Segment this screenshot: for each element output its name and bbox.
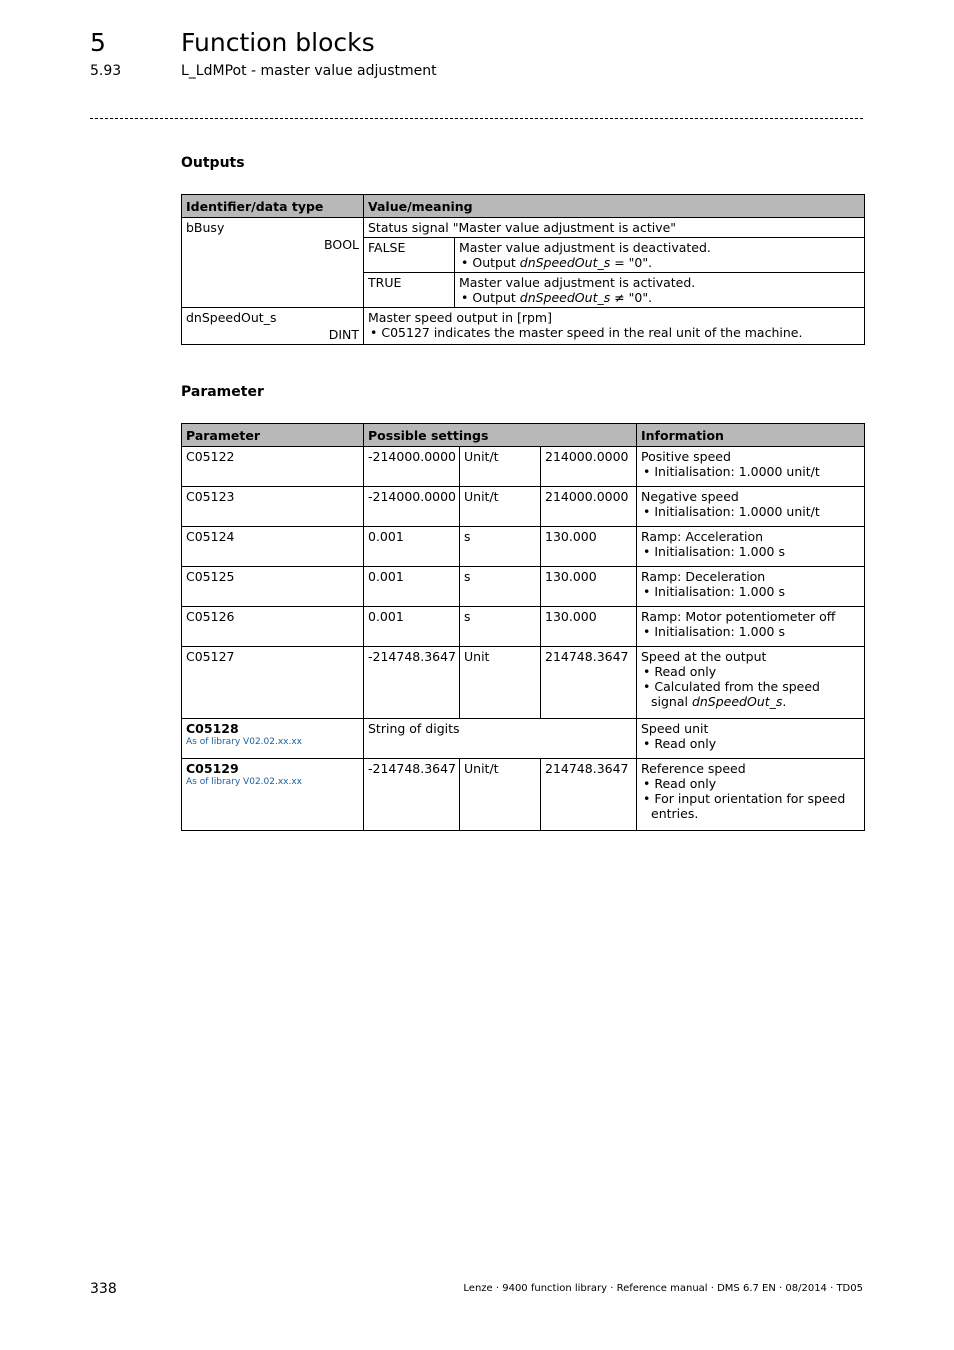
min-value: -214000.0000 xyxy=(364,447,460,487)
bullet-item: • Initialisation: 1.000 s xyxy=(641,584,860,599)
table-row xyxy=(182,447,865,487)
variable-name: dnSpeedOut_s xyxy=(691,694,783,709)
min-value: 0.001 xyxy=(364,527,460,567)
table-row xyxy=(182,759,865,831)
identifier-cell xyxy=(182,308,364,345)
max-value: 130.000 xyxy=(541,567,637,607)
table-row xyxy=(182,647,865,719)
information-cell xyxy=(637,607,865,647)
bullet-item: • Output dnSpeedOut_s = "0". xyxy=(459,255,860,270)
info-text: Ramp: Acceleration xyxy=(641,529,764,544)
bullet-item: • Initialisation: 1.0000 unit/t xyxy=(641,464,860,479)
bullet-item: • C05127 indicates the master speed in the real unit of the machine. xyxy=(368,325,860,340)
table-row xyxy=(182,487,865,527)
max-value: 214748.3647 xyxy=(541,647,637,719)
info-text: Speed at the output xyxy=(641,649,767,664)
parameter-code: C05126 xyxy=(182,607,364,647)
parameter-code-cell xyxy=(182,759,364,831)
info-text: Speed unit xyxy=(641,721,709,736)
outputs-heading: Outputs xyxy=(181,155,245,171)
parameter-code: C05128 xyxy=(186,721,239,736)
bullet-item: • Initialisation: 1.000 s xyxy=(641,544,860,559)
column-header: Parameter xyxy=(182,424,364,447)
meaning-text: Master value adjustment is activated. xyxy=(459,275,696,290)
column-header: Information xyxy=(637,424,865,447)
data-type: DINT xyxy=(328,327,359,342)
information-cell xyxy=(637,647,865,719)
information-cell xyxy=(637,447,865,487)
description-cell xyxy=(364,308,865,345)
bullet-item: • Read only xyxy=(641,736,860,751)
table-row xyxy=(182,527,865,567)
max-value: 130.000 xyxy=(541,527,637,567)
chapter-number: 5 xyxy=(90,28,106,57)
column-header: Identifier/data type xyxy=(182,195,364,218)
min-value: -214748.3647 xyxy=(364,759,460,831)
parameter-table xyxy=(181,423,865,831)
column-header: Possible settings xyxy=(364,424,637,447)
bullet-item: • Initialisation: 1.000 s xyxy=(641,624,860,639)
parameter-header-row xyxy=(182,424,865,447)
min-value: 0.001 xyxy=(364,567,460,607)
information-cell xyxy=(637,527,865,567)
unit: s xyxy=(460,567,541,607)
table-row xyxy=(182,719,865,759)
information-cell xyxy=(637,487,865,527)
table-row xyxy=(182,308,865,345)
header-divider xyxy=(90,118,863,119)
setting-text: String of digits xyxy=(364,719,637,759)
identifier-name: dnSpeedOut_s xyxy=(186,310,277,325)
max-value: 130.000 xyxy=(541,607,637,647)
footer-document-info: Lenze · 9400 function library · Reference manual · DMS 6.7 EN · 08/2014 · TD05 xyxy=(463,1283,863,1294)
info-text: Negative speed xyxy=(641,489,739,504)
info-text: Ramp: Deceleration xyxy=(641,569,766,584)
meaning-text: Master speed output in [rpm] xyxy=(368,310,552,325)
chapter-title: Function blocks xyxy=(181,28,375,57)
bullet-item: • Read only xyxy=(641,664,860,679)
variable-name: dnSpeedOut_s xyxy=(519,255,611,270)
bullet-item: • Read only xyxy=(641,776,860,791)
parameter-code-cell xyxy=(182,719,364,759)
information-cell xyxy=(637,759,865,831)
parameter-code: C05123 xyxy=(182,487,364,527)
section-title: L_LdMPot - master value adjustment xyxy=(181,63,437,79)
outputs-header-row xyxy=(182,195,865,218)
table-row xyxy=(182,607,865,647)
max-value: 214000.0000 xyxy=(541,447,637,487)
min-value: -214748.3647 xyxy=(364,647,460,719)
identifier-cell xyxy=(182,218,364,308)
page-number: 338 xyxy=(90,1281,117,1297)
value-label: FALSE xyxy=(364,238,455,273)
library-version-link[interactable]: As of library V02.02.xx.xx xyxy=(186,777,303,787)
column-header: Value/meaning xyxy=(364,195,865,218)
info-text: Positive speed xyxy=(641,449,731,464)
description-cell: Status signal "Master value adjustment is active" xyxy=(364,218,865,238)
parameter-heading: Parameter xyxy=(181,384,264,400)
section-number: 5.93 xyxy=(90,63,122,79)
bullet-item: • For input orientation for speed entries. xyxy=(641,791,860,821)
identifier-name: bBusy xyxy=(186,220,225,235)
min-value: 0.001 xyxy=(364,607,460,647)
unit: s xyxy=(460,607,541,647)
info-text: Ramp: Motor potentiometer off xyxy=(641,609,836,624)
information-cell xyxy=(637,567,865,607)
unit: Unit/t xyxy=(460,487,541,527)
unit: Unit xyxy=(460,647,541,719)
bullet-item: • Output dnSpeedOut_s ≠ "0". xyxy=(459,290,860,305)
bullet-item: • Calculated from the speed signal dnSpeedOut_s. xyxy=(641,679,860,709)
value-meaning xyxy=(455,273,865,308)
data-type: BOOL xyxy=(324,237,359,252)
value-label: TRUE xyxy=(364,273,455,308)
outputs-table xyxy=(181,194,865,345)
meaning-text: Master value adjustment is deactivated. xyxy=(459,240,711,255)
library-version-link[interactable]: As of library V02.02.xx.xx xyxy=(186,737,303,747)
parameter-code: C05129 xyxy=(186,761,239,776)
unit: Unit/t xyxy=(460,759,541,831)
value-meaning xyxy=(455,238,865,273)
max-value: 214000.0000 xyxy=(541,487,637,527)
parameter-code: C05122 xyxy=(182,447,364,487)
table-row xyxy=(182,218,865,238)
parameter-code: C05127 xyxy=(182,647,364,719)
variable-name: dnSpeedOut_s xyxy=(519,290,611,305)
information-cell xyxy=(637,719,865,759)
unit: Unit/t xyxy=(460,447,541,487)
table-row xyxy=(182,567,865,607)
max-value: 214748.3647 xyxy=(541,759,637,831)
bullet-item: • Initialisation: 1.0000 unit/t xyxy=(641,504,860,519)
info-text: Reference speed xyxy=(641,761,746,776)
parameter-code: C05125 xyxy=(182,567,364,607)
unit: s xyxy=(460,527,541,567)
min-value: -214000.0000 xyxy=(364,487,460,527)
parameter-code: C05124 xyxy=(182,527,364,567)
